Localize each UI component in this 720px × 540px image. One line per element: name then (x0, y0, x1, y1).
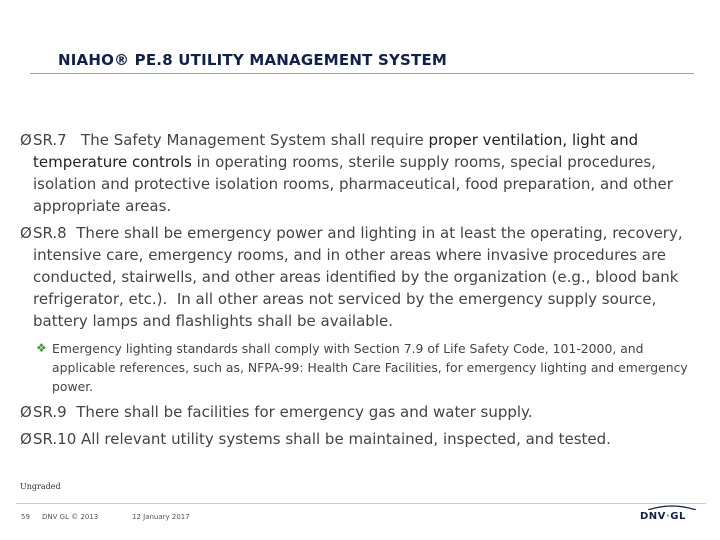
arrow-bullet-icon: Ø (20, 224, 32, 242)
dnvgl-logo-arc-icon (644, 504, 700, 510)
bullet-text-after: in operating rooms, sterile supply rooms, special procedures, isolation and protective isolation rooms, pharmaceutical, food preparation, and other appropriate areas. (33, 153, 673, 215)
logo-right: GL (670, 511, 686, 522)
bullet-sr10 (20, 428, 700, 450)
slide-title: NIAHO® PE.8 UTILITY MANAGEMENT SYSTEM (58, 51, 448, 69)
bullet-sr8 (20, 222, 700, 332)
bullet-text (20, 401, 700, 423)
sub-bullet-emergency-lighting (36, 339, 696, 396)
footer-date: 12 January 2017 (132, 513, 190, 521)
bullet-text-before: The Safety Management System shall require (66, 131, 429, 149)
bullet-text (20, 428, 700, 450)
requirement-code: SR.7 (33, 131, 67, 149)
bullet-text (20, 129, 700, 217)
sub-bullet-text: Emergency lighting standards shall comply with Section 7.9 of Life Safety Code, 101-2000, and applicable references, such as, NFPA-99: Health Care Facilities, for emergency lighting and emergency power. (52, 341, 688, 394)
classification-label: Ungraded (20, 482, 61, 491)
page-number: 59 (21, 513, 30, 521)
bullet-text-body: There shall be emergency power and lighting in at least the operating, recovery, intensive care, emergency rooms, and in other areas where invasive procedures are conducted, stairwells, and other areas identified by the organization (e.g., blood bank refrigerator, etc.). In all other areas not serviced by the emergency supply source, battery lamps and flashlights shall be available. (33, 224, 688, 330)
footer-divider (16, 503, 706, 504)
bullet-text-body: All relevant utility systems shall be maintained, inspected, and tested. (76, 430, 611, 448)
arrow-bullet-icon: Ø (20, 430, 32, 448)
logo-dot: · (665, 511, 671, 522)
title-divider (30, 73, 694, 74)
footer-copyright: DNV GL © 2013 (42, 513, 99, 521)
bullet-text (20, 222, 700, 332)
logo-left: DNV (640, 511, 666, 522)
bullet-emphasis: proper ventilation, light and temperature controls (33, 131, 639, 171)
requirement-code: SR.10 (33, 430, 77, 448)
dnvgl-logo (640, 511, 686, 522)
diamond-bullet-icon: ❖ (36, 341, 47, 355)
arrow-bullet-icon: Ø (20, 403, 32, 421)
arrow-bullet-icon: Ø (20, 131, 32, 149)
requirement-code: SR.9 (33, 403, 67, 421)
requirement-code: SR.8 (33, 224, 67, 242)
bullet-sr7 (20, 129, 700, 217)
bullet-text-body: There shall be facilities for emergency gas and water supply. (66, 403, 533, 421)
bullet-sr9 (20, 401, 700, 423)
